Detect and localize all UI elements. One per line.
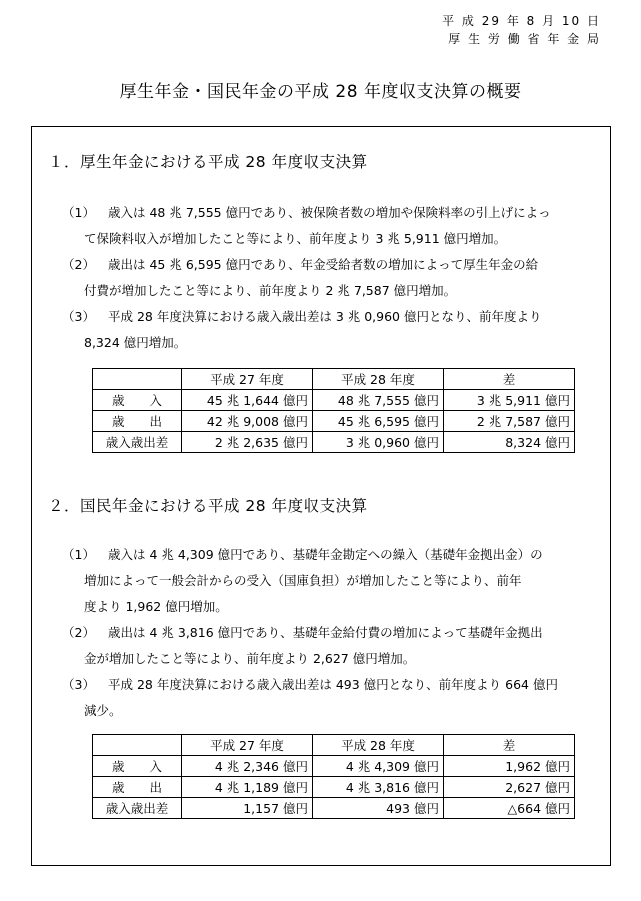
table-cell: 3 兆 5,911 億円 <box>444 390 575 411</box>
row-label: 歳入歳出差 <box>93 798 182 819</box>
table-header-cell: 差 <box>444 369 575 390</box>
balance-table-national-pension <box>92 734 575 819</box>
item-number: （3） <box>62 677 95 692</box>
table-header-cell: 平成 28 年度 <box>313 735 444 756</box>
table-header-cell <box>93 369 182 390</box>
item-text-continued: 付費が増加したこと等により、前年度より 2 兆 7,587 億円増加。 <box>84 283 457 298</box>
item-text: 歳入は 4 兆 4,309 億円であり、基礎年金勘定への繰入（基礎年金拠出金）の <box>108 547 543 562</box>
table-header-cell: 平成 27 年度 <box>182 735 313 756</box>
table-row <box>93 756 575 777</box>
list-item <box>62 200 592 252</box>
table-row <box>93 777 575 798</box>
table-header-cell: 平成 27 年度 <box>182 369 313 390</box>
item-number: （1） <box>62 205 95 220</box>
table-cell: 45 兆 6,595 億円 <box>313 411 444 432</box>
section-heading-national-pension: ２．国民年金における平成 28 年度収支決算 <box>48 497 368 515</box>
table-cell: 3 兆 0,960 億円 <box>313 432 444 453</box>
item-text-continued: て保険料収入が増加したこと等により、前年度より 3 兆 5,911 億円増加。 <box>84 231 507 246</box>
item-number: （1） <box>62 547 95 562</box>
item-text: 歳出は 4 兆 3,816 億円であり、基礎年金給付費の増加によって基礎年金拠出 <box>108 625 543 640</box>
item-number: （2） <box>62 625 95 640</box>
table-header-cell: 平成 28 年度 <box>313 369 444 390</box>
table-row <box>93 798 575 819</box>
table-header-row <box>93 735 575 756</box>
row-label: 歳 入 <box>93 756 182 777</box>
row-label: 歳 出 <box>93 411 182 432</box>
item-text: 歳入は 48 兆 7,555 億円であり、被保険者数の増加や保険料率の引上げによっ <box>108 205 551 220</box>
document-title: 厚生年金・国民年金の平成 28 年度収支決算の概要 <box>119 82 522 102</box>
table-cell: 4 兆 3,816 億円 <box>313 777 444 798</box>
table-row <box>93 390 575 411</box>
list-item <box>62 304 592 356</box>
table-cell: 4 兆 4,309 億円 <box>313 756 444 777</box>
table-header-cell: 差 <box>444 735 575 756</box>
item-text-continued: 金が増加したこと等により、前年度より 2,627 億円増加。 <box>84 651 416 666</box>
table-header-cell <box>93 735 182 756</box>
item-text: 歳出は 45 兆 6,595 億円であり、年金受給者数の増加によって厚生年金の給 <box>108 257 539 272</box>
row-label: 歳 出 <box>93 777 182 798</box>
section-heading-pension-welfare: １．厚生年金における平成 28 年度収支決算 <box>48 153 368 171</box>
table-cell: 4 兆 2,346 億円 <box>182 756 313 777</box>
table-cell: 42 兆 9,008 億円 <box>182 411 313 432</box>
table-row <box>93 411 575 432</box>
item-text: 平成 28 年度決算における歳入歳出差は 493 億円となり、前年度より 664 億円 <box>108 677 558 692</box>
table-cell: 493 億円 <box>313 798 444 819</box>
list-item <box>62 252 592 304</box>
table-cell: 1,157 億円 <box>182 798 313 819</box>
table-row <box>93 432 575 453</box>
table-cell: 2 兆 7,587 億円 <box>444 411 575 432</box>
table-header-row <box>93 369 575 390</box>
table-cell: 1,962 億円 <box>444 756 575 777</box>
document-date: 平 成 29 年 8 月 10 日 <box>442 14 601 28</box>
item-text-continued: 減少。 <box>84 703 122 718</box>
row-label: 歳 入 <box>93 390 182 411</box>
list-item <box>62 672 592 724</box>
list-item <box>62 620 592 672</box>
table-cell: 4 兆 1,189 億円 <box>182 777 313 798</box>
item-text-continued: 8,324 億円増加。 <box>84 335 187 350</box>
table-cell: 2,627 億円 <box>444 777 575 798</box>
balance-table-welfare-pension <box>92 368 575 453</box>
issuing-organization: 厚 生 労 働 省 年 金 局 <box>448 32 601 46</box>
item-text-continued: 増加によって一般会計からの受入（国庫負担）が増加したこと等により、前年 <box>84 573 522 588</box>
item-number: （3） <box>62 309 95 324</box>
item-text-continued: 度より 1,962 億円増加。 <box>84 599 228 614</box>
row-label: 歳入歳出差 <box>93 432 182 453</box>
item-text: 平成 28 年度決算における歳入歳出差は 3 兆 0,960 億円となり、前年度より <box>108 309 542 324</box>
item-number: （2） <box>62 257 95 272</box>
table-cell: 48 兆 7,555 億円 <box>313 390 444 411</box>
table-cell: 2 兆 2,635 億円 <box>182 432 313 453</box>
table-cell: 8,324 億円 <box>444 432 575 453</box>
list-item <box>62 542 592 620</box>
table-cell: △664 億円 <box>444 798 575 819</box>
table-cell: 45 兆 1,644 億円 <box>182 390 313 411</box>
